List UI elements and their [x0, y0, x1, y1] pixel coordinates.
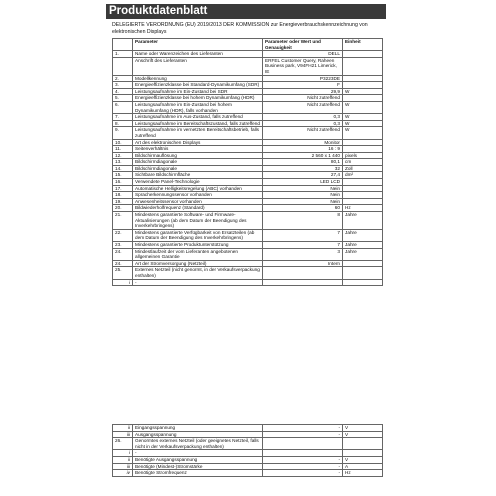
row-number: i [113, 279, 133, 286]
row-number: 6. [113, 101, 133, 113]
table-row [113, 267, 383, 279]
row-number: i [113, 450, 133, 457]
row-unit [343, 57, 383, 75]
header-number [113, 39, 133, 51]
row-number: 13. [113, 159, 133, 166]
row-value: Nicht zutreffend [263, 95, 343, 102]
table-row [113, 463, 383, 470]
row-number: 17. [113, 185, 133, 192]
row-parameter: Mindestlaufzeit der vom Lieferanten angebotenen allgemeinen Garantie [133, 248, 263, 260]
row-unit [343, 179, 383, 186]
row-value: 29,9 [263, 88, 343, 95]
table-row [113, 198, 383, 205]
row-value: 60 [263, 205, 343, 212]
row-value: - [263, 456, 343, 463]
table-row [113, 438, 383, 450]
row-number: 18. [113, 192, 133, 199]
row-unit: Hz [343, 205, 383, 212]
row-number: ii [113, 456, 133, 463]
table-row [113, 229, 383, 241]
row-number: 26. [113, 438, 133, 450]
row-unit [343, 185, 383, 192]
row-parameter: Energieeffizienzklasse bei Standard-Dynamikumfang (SDR) [133, 82, 263, 89]
table-row [113, 179, 383, 186]
row-unit [343, 139, 383, 146]
header-parameter: Parameter [133, 39, 263, 51]
row-number: 4. [113, 88, 133, 95]
table-row [113, 120, 383, 127]
row-value: 32 [263, 165, 343, 172]
table-row [113, 248, 383, 260]
row-unit [343, 51, 383, 58]
table-header-row [113, 39, 383, 51]
row-number [113, 57, 133, 75]
row-value [263, 279, 343, 286]
row-parameter: Mindestens garantierte Produktunterstützung [133, 242, 263, 249]
row-unit [343, 438, 383, 450]
row-parameter: Leistungsaufnahme im Aus-Zustand, falls zutreffend [133, 114, 263, 121]
table-row [113, 57, 383, 75]
table-row [113, 470, 383, 477]
row-number: 12. [113, 152, 133, 159]
row-parameter: Benötigte Ausgangsspannung [133, 456, 263, 463]
table-row [113, 260, 383, 267]
row-parameter: Seitenverhältnis [133, 146, 263, 153]
row-unit: W [343, 114, 383, 121]
row-unit: W [343, 120, 383, 127]
row-number: iii [113, 431, 133, 438]
row-parameter: Anwesenheitssensor vorhanden [133, 198, 263, 205]
table-row [113, 101, 383, 113]
product-datasheet-table [112, 38, 383, 286]
row-number: 14. [113, 165, 133, 172]
row-value: 27,4 [263, 172, 343, 179]
row-number: 16. [113, 179, 133, 186]
row-value: Monitor [263, 139, 343, 146]
row-value: 3 [263, 248, 343, 260]
row-parameter: Spracherkennungssensor vorhanden [133, 192, 263, 199]
row-parameter: Energieeffizienzklasse bei hohem Dynamikumfang (HDR) [133, 95, 263, 102]
row-value: 80,1 [263, 159, 343, 166]
row-unit: Hz [343, 470, 383, 477]
row-unit: A [343, 463, 383, 470]
row-parameter: Sichtbare Bildschirmfläche [133, 172, 263, 179]
table-row [113, 212, 383, 230]
row-value: - [263, 463, 343, 470]
row-parameter: Bildwiederholfrequenz (Standard) [133, 205, 263, 212]
row-number: 21. [113, 212, 133, 230]
table-row [113, 192, 383, 199]
row-unit: Jahre [343, 242, 383, 249]
table-row [113, 146, 383, 153]
row-unit [343, 198, 383, 205]
row-number: 9. [113, 127, 133, 139]
row-parameter: Leistungsaufnahme im Ein-Zustand bei SDR [133, 88, 263, 95]
row-number: 10. [113, 139, 133, 146]
row-value: 0,3 [263, 114, 343, 121]
row-value: Nein [263, 185, 343, 192]
row-value [263, 267, 343, 279]
row-value: LED LCD [263, 179, 343, 186]
table-row [113, 205, 383, 212]
row-number: iv [113, 470, 133, 477]
row-value: Nein [263, 198, 343, 205]
row-parameter: Art des elektronischen Displays [133, 139, 263, 146]
table-row [113, 185, 383, 192]
row-parameter: Mindestens garantierte Verfügbarkeit von Ersatzteilen (ab dem Datum der Beendigung des Inverkehrbringens) [133, 229, 263, 241]
table-row [113, 172, 383, 179]
row-unit: W [343, 88, 383, 95]
row-number: 24. [113, 260, 133, 267]
row-number: 22. [113, 229, 133, 241]
row-number: 7. [113, 114, 133, 121]
table-row [113, 95, 383, 102]
row-value: 16 : 9 [263, 146, 343, 153]
table-row [113, 450, 383, 457]
row-value: 2 560 x 1 440 [263, 152, 343, 159]
row-number: 19. [113, 198, 133, 205]
row-number: ii [113, 425, 133, 432]
row-parameter: Art der Stromversorgung (Netzteil) [133, 260, 263, 267]
row-value: P3223DE [263, 75, 343, 82]
row-number: 23. [113, 242, 133, 249]
row-unit [343, 267, 383, 279]
row-parameter: Externes Netzteil (nicht genormt, in der Verkaufsverpackung enthalten) [133, 267, 263, 279]
row-unit [343, 75, 383, 82]
table-row [113, 159, 383, 166]
row-number: 25. [113, 267, 133, 279]
row-number: 5. [113, 95, 133, 102]
row-number: 24. [113, 248, 133, 260]
row-parameter: Verwendete Panel-Technologie [133, 179, 263, 186]
row-number: iii [113, 463, 133, 470]
row-parameter: Ausgangsspannung [133, 431, 263, 438]
row-unit: V [343, 425, 383, 432]
table-row [113, 51, 383, 58]
row-parameter: - [133, 279, 263, 286]
row-value [263, 438, 343, 450]
table-row [113, 242, 383, 249]
table-row [113, 82, 383, 89]
row-unit: pixels [343, 152, 383, 159]
power-supply-table [112, 424, 383, 477]
row-unit: Jahre [343, 229, 383, 241]
row-parameter: Eingangsspannung [133, 425, 263, 432]
table-row [113, 127, 383, 139]
row-number: 8. [113, 120, 133, 127]
table-row [113, 75, 383, 82]
row-parameter: Automatische Helligkeitsregelung (ABC) vorhanden [133, 185, 263, 192]
table-row [113, 165, 383, 172]
row-number: 20. [113, 205, 133, 212]
row-parameter: Benötigte (Mindest-)Stromstärke [133, 463, 263, 470]
table-row [113, 279, 383, 286]
row-value: 7 [263, 229, 343, 241]
row-parameter: Bildschirmauflösung [133, 152, 263, 159]
row-unit: cm [343, 159, 383, 166]
row-number: 11. [113, 146, 133, 153]
table-row [113, 152, 383, 159]
row-value: 8 [263, 212, 343, 230]
row-value: Nein [263, 192, 343, 199]
row-unit: dm² [343, 172, 383, 179]
table-row [113, 88, 383, 95]
row-unit [343, 279, 383, 286]
row-parameter: Leistungsaufnahme im vernetzten Bereitschaftsbetrieb, falls zutreffend [133, 127, 263, 139]
row-unit [343, 260, 383, 267]
row-parameter: Bildschirmdiagonale [133, 159, 263, 166]
row-unit [343, 450, 383, 457]
table-row [113, 456, 383, 463]
row-parameter: Modellkennung [133, 75, 263, 82]
row-parameter: Leistungsaufnahme im Ein-Zustand bei hohem Dynamikumfang (HDR), falls vorhanden [133, 101, 263, 113]
row-value: Nicht zutreffend [263, 127, 343, 139]
row-unit: W [343, 101, 383, 113]
row-value: 0,3 [263, 120, 343, 127]
table-row [113, 139, 383, 146]
row-unit [343, 192, 383, 199]
row-unit: Jahre [343, 212, 383, 230]
row-parameter: - [133, 450, 263, 457]
row-value: 7 [263, 242, 343, 249]
table-row [113, 114, 383, 121]
row-unit: Zoll [343, 165, 383, 172]
row-parameter: Leistungsaufnahme im Bereitschaftszustand, falls zutreffend [133, 120, 263, 127]
row-number: 1. [113, 51, 133, 58]
row-unit: Jahre [343, 248, 383, 260]
row-value: Nicht zutreffend [263, 101, 343, 113]
page-subtitle: DELEGIERTE VERORDNUNG (EU) 2019/2013 DER KOMMISSION zur Energieverbrauchskennzeichnung von elektronischen Displays [112, 22, 368, 35]
row-parameter: Name oder Warenzeichen des Lieferanten [133, 51, 263, 58]
page-title: Produktdatenblatt [106, 4, 386, 19]
row-number: 3. [113, 82, 133, 89]
row-unit [343, 95, 383, 102]
row-number: 15. [113, 172, 133, 179]
row-unit: V [343, 456, 383, 463]
row-parameter: Mindestens garantierte Software- und Firmware-Aktualisierungen (ab dem Datum der Beendigung des Inverkehrbringens) [133, 212, 263, 230]
row-value: - [263, 425, 343, 432]
row-value: ERFEL Customer Query, Raheen Business park, V94FH21 Limerick, IE [263, 57, 343, 75]
table-row [113, 431, 383, 438]
row-value: F [263, 82, 343, 89]
row-parameter: Genormtes externes Netzteil (oder geeignetes Netzteil, falls nicht in der Verkaufsverpackung enthalten) [133, 438, 263, 450]
row-value: Intern [263, 260, 343, 267]
row-unit [343, 82, 383, 89]
row-unit [343, 146, 383, 153]
row-parameter: Bildschirmdiagonale [133, 165, 263, 172]
row-value: - [263, 431, 343, 438]
row-value [263, 450, 343, 457]
table-row [113, 425, 383, 432]
row-unit: W [343, 127, 383, 139]
row-parameter: Benötigte Stromfrequenz [133, 470, 263, 477]
header-value: Parameter oder Wert und Genauigkeit [263, 39, 343, 51]
header-unit: Einheit [343, 39, 383, 51]
row-value: DELL [263, 51, 343, 58]
row-unit: V [343, 431, 383, 438]
row-number: 2. [113, 75, 133, 82]
row-parameter: Anschrift des Lieferanten [133, 57, 263, 75]
row-value: - [263, 470, 343, 477]
